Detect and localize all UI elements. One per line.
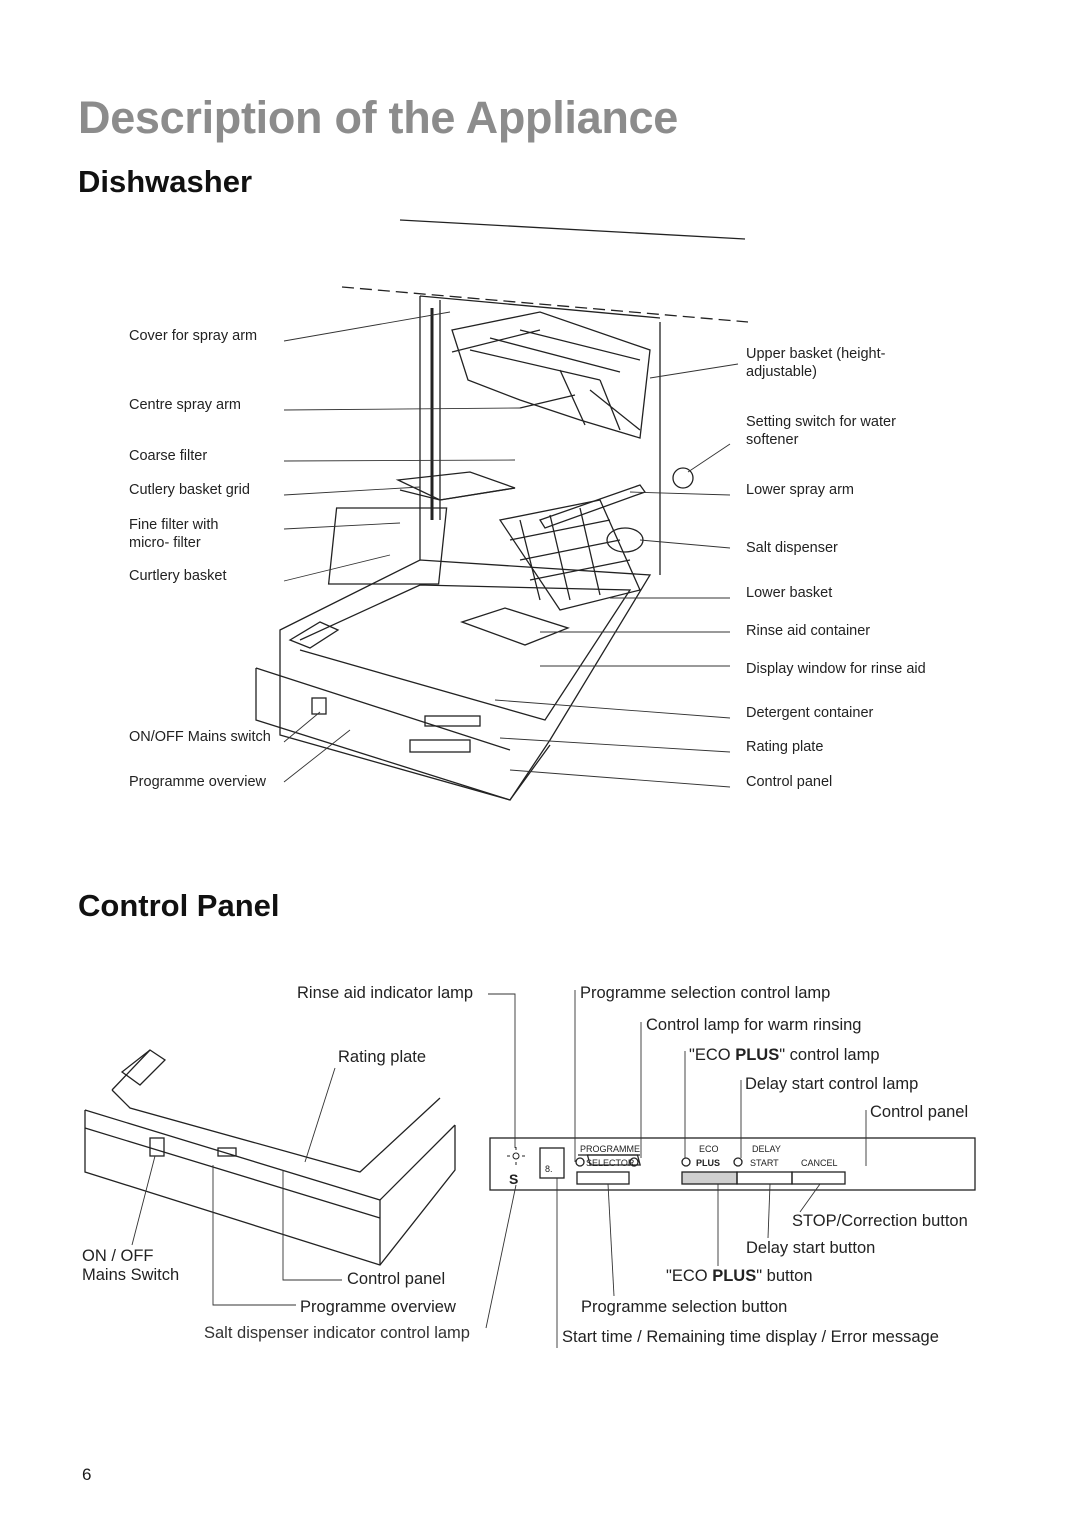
label-fine-filter: Fine filter with micro- filter xyxy=(129,517,219,551)
page-title: Description of the Appliance xyxy=(78,92,679,143)
label-setting-switch: Setting switch for water softener xyxy=(746,414,896,448)
panel-selector-text: SELECTOR xyxy=(586,1158,635,1168)
rinse-aid-icon xyxy=(507,1147,525,1165)
label-upper-basket: Upper basket (height-adjustable) xyxy=(746,346,886,380)
label-cp-rating-plate: Rating plate xyxy=(338,1048,427,1066)
label-programme-overview: Programme overview xyxy=(129,774,266,790)
label-cp-eco-plus-button: "ECO PLUS" button xyxy=(666,1267,813,1285)
label-cp-programme-selection-button: Programme selection button xyxy=(581,1298,788,1316)
digit-display: 8. xyxy=(545,1164,553,1174)
label-cp-salt-indicator: Salt dispenser indicator control lamp xyxy=(204,1324,470,1342)
label-salt-dispenser: Salt dispenser xyxy=(746,540,838,556)
panel-programme-text: PROGRAMME xyxy=(580,1144,641,1154)
panel-cancel-text: CANCEL xyxy=(801,1158,838,1168)
salt-icon: S xyxy=(509,1171,519,1187)
label-cp-stop-button: STOP/Correction button xyxy=(792,1212,968,1230)
label-cp-delay-start-button: Delay start button xyxy=(746,1239,876,1257)
label-cp-programme-selection-lamp: Programme selection control lamp xyxy=(580,984,831,1002)
label-cp-eco-plus-lamp: "ECO PLUS" control lamp xyxy=(689,1046,880,1064)
label-control-panel: Control panel xyxy=(746,774,833,790)
label-centre-spray-arm: Centre spray arm xyxy=(129,397,242,413)
label-display-window: Display window for rinse aid xyxy=(746,661,926,677)
label-cp-delay-start-lamp: Delay start control lamp xyxy=(745,1075,919,1093)
label-cp-programme-overview: Programme overview xyxy=(300,1298,456,1316)
label-detergent-container: Detergent container xyxy=(746,705,874,721)
label-cover-spray-arm: Cover for spray arm xyxy=(129,328,258,344)
label-cp-control-panel-right: Control panel xyxy=(870,1103,969,1121)
panel-eco-text: ECO xyxy=(699,1144,719,1154)
label-lower-basket: Lower basket xyxy=(746,585,833,601)
label-lower-spray-arm: Lower spray arm xyxy=(746,482,854,498)
label-cutlery-basket-grid: Cutlery basket grid xyxy=(129,482,250,498)
page-number: 6 xyxy=(82,1465,92,1484)
panel-plus-text: PLUS xyxy=(696,1158,721,1168)
label-cp-display: Start time / Remaining time display / Error message xyxy=(562,1328,939,1346)
label-curtlery-basket: Curtlery basket xyxy=(129,568,227,584)
panel-start-text: START xyxy=(750,1158,779,1168)
section-heading-dishwasher: Dishwasher xyxy=(78,164,253,199)
label-rinse-aid-container: Rinse aid container xyxy=(746,623,871,639)
label-cp-on-off: ON / OFF Mains Switch xyxy=(82,1247,180,1284)
panel-delay-text: DELAY xyxy=(752,1144,781,1154)
label-rating-plate: Rating plate xyxy=(746,739,824,755)
label-on-off-mains-switch: ON/OFF Mains switch xyxy=(129,729,271,745)
label-cp-control-panel: Control panel xyxy=(347,1270,446,1288)
section-heading-control-panel: Control Panel xyxy=(78,888,280,923)
label-coarse-filter: Coarse filter xyxy=(129,448,208,464)
label-rinse-aid-indicator: Rinse aid indicator lamp xyxy=(297,984,474,1002)
label-cp-warm-rinsing-lamp: Control lamp for warm rinsing xyxy=(646,1016,862,1034)
